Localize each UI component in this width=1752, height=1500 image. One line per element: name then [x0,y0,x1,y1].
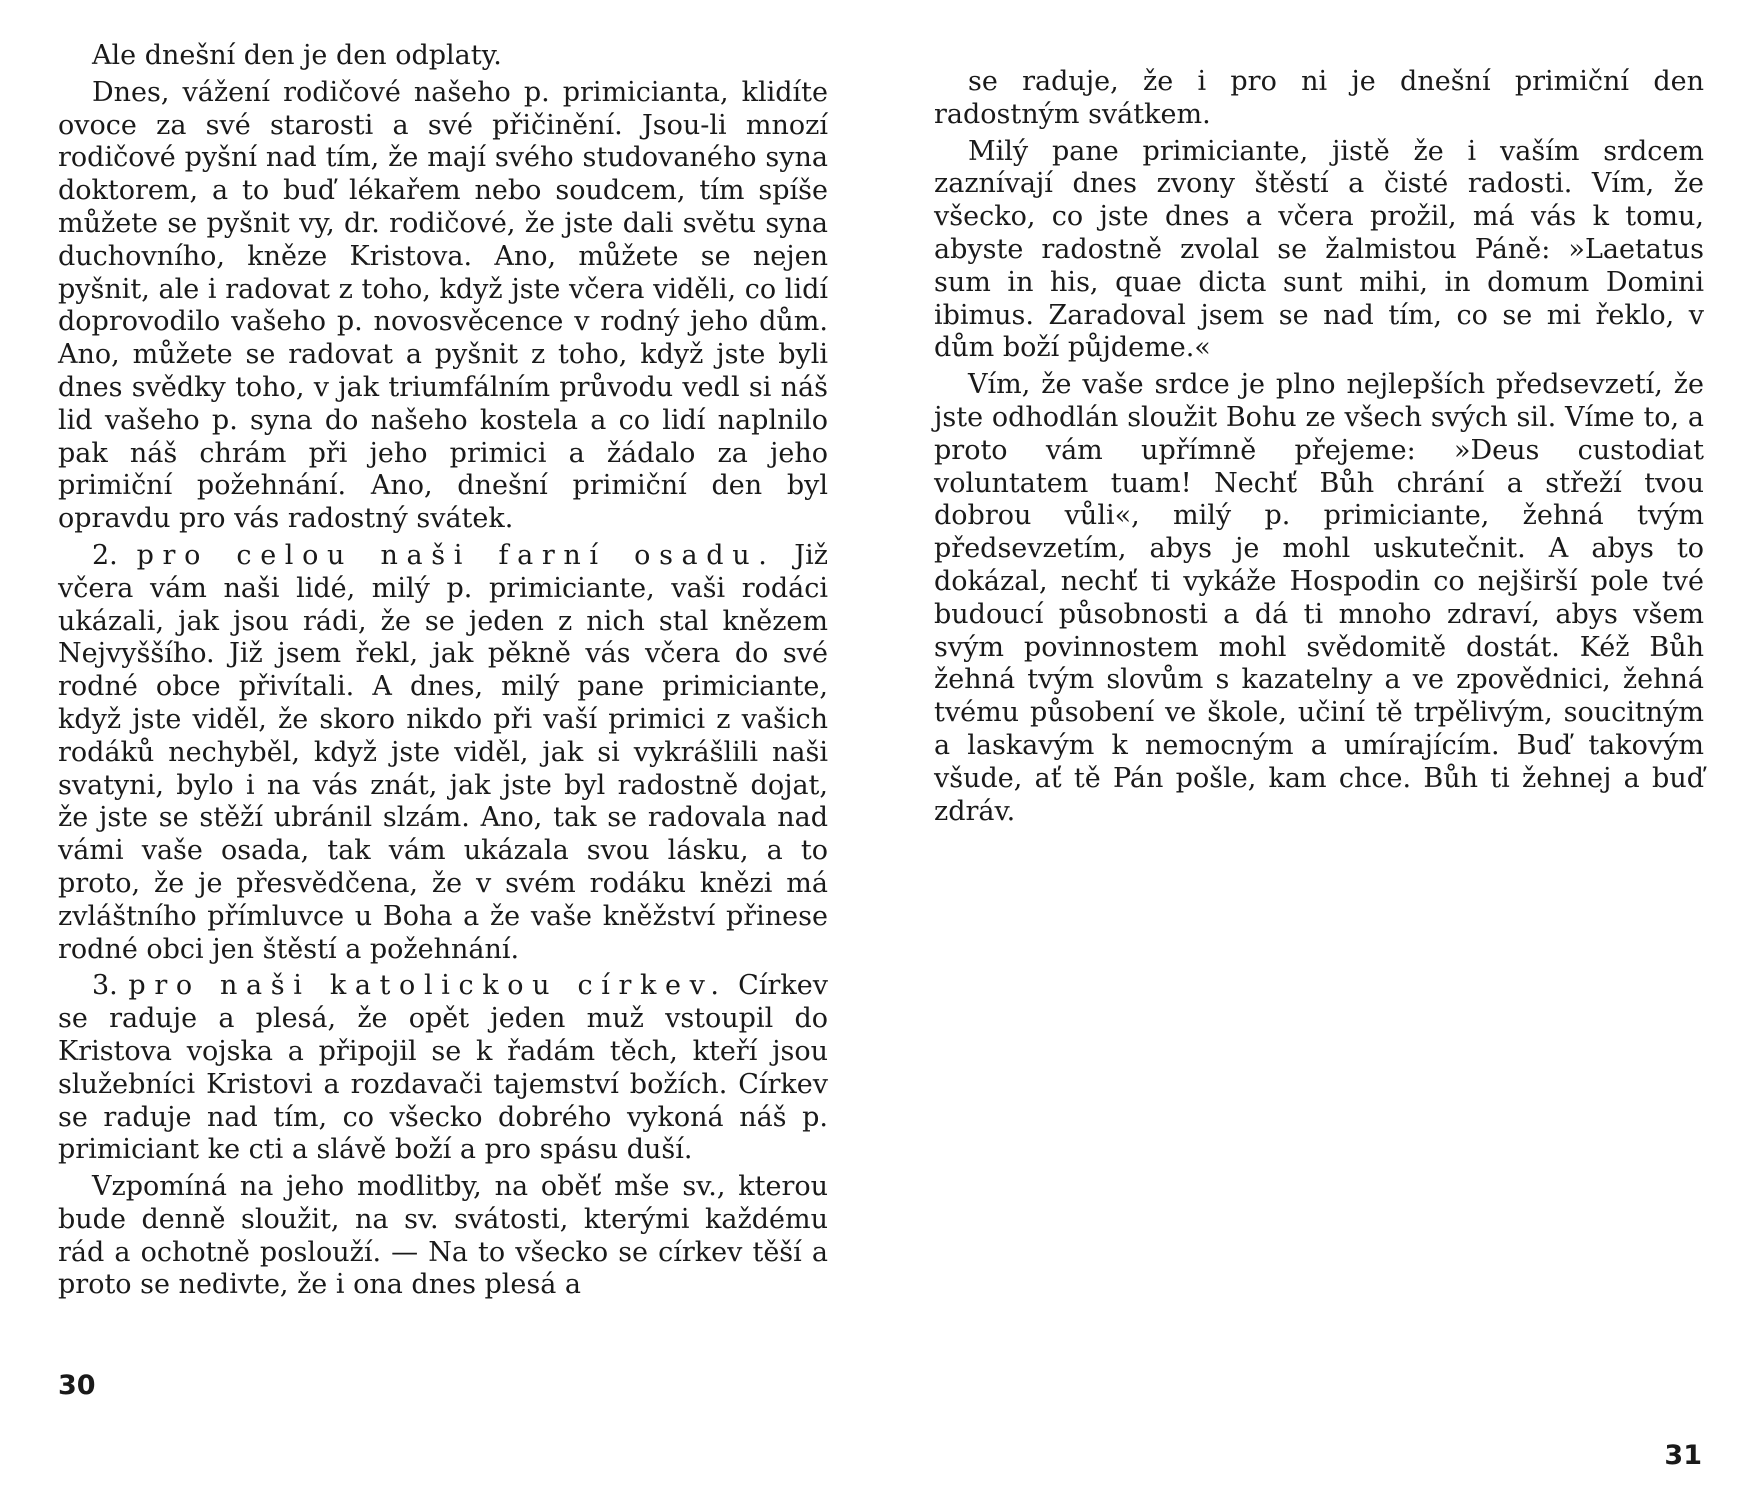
paragraph [58,540,828,966]
paragraph-text: Milý pane primiciante, jistě že i vaším srdcem zaznívají dnes zvony štěstí a čisté radosti. Vím, že všecko, co jste dnes a včera prožil, má vás k tomu, abyste radostně zvolal se žalmistou Páně: »Laetatus sum in his, quae dicta sunt mihi, in domum Domini ibimus. Zaradoval jsem se nad tím, co se mi řeklo, v dům boží půjdeme.« [934,135,1704,364]
paragraph-text: se raduje, že i pro ni je dnešní primiční den radostným svátkem. [934,66,1704,130]
paragraph-text: Vím, že vaše srdce je plno nejlepších předsevzetí, že jste odhodlán sloužit Bohu ze všech svých sil. Víme to, a proto vám upřímně přejeme: »Deus custodiat voluntatem tuam! Nechť Bůh chrání a střeží tvou dobrou vůli«, milý p. primiciante, žehná tvým předsevzetím, abys je mohl uskutečnit. A abys to dokázal, nechť ti vykáže Hospodin co nejširší pole tvé budoucí působnosti a dá ti mnoho zdraví, abys všem svým povinnostem mohl svědomitě dostát. Kéž Bůh žehná tvým slovům s kazatelny a ve zpovědnici, žehná tvému působení ve škole, učiní tě trpělivým, soucitným a laskavým k nemocným a umírajícím. Buď takovým všude, ať tě Pán pošle, kam chce. Bůh ti žehnej a buď zdráv. [934,369,1704,827]
paragraph-text: Vzpomíná na jeho modlitby, na oběť mše sv., kterou bude denně sloužit, na sv. svátosti, kterými každému rád a ochotně poslouží. — Na to všecko se církev těší a proto se nedivte, že i ona dnes plesá a [58,1171,828,1301]
paragraph-lead: 2. [92,539,137,571]
paragraph-text: Ale dnešní den je den odplaty. [92,40,502,71]
paragraph-lead: 3. [92,970,129,1002]
paragraph [58,970,828,1167]
left-text-column [58,40,828,1306]
paragraph-text: Dnes, vážení rodičové našeho p. primicianta, klidíte ovoce za své starosti a své přičinění. Jsou-li mnozí rodičové pyšní nad tím, že mají svého studovaného syna doktorem, a to buď lékařem nebo soudcem, tím spíše můžete se pyšnit vy, dr. rodičové, že jste dali světu syna duchovního, kněze Kristova. Ano, můžete se nejen pyšnit, ale i radovat z toho, když jste včera viděli, co lidí doprovodilo vašeho p. novosvěcence v rodný jeho dům. Ano, můžete se radovat a pyšnit z toho, když jste byli dnes svědky toho, v jak triumfálním průvodu vedl si náš lid vašeho p. syna do našeho kostela a co lidí naplnilo pak náš chrám při jeho primici a žádalo za jeho primiční požehnání. Ano, dnešní primiční den byl opravdu pro vás radostný svátek. [58,76,828,535]
page-number: 30 [58,1370,96,1401]
paragraph [934,136,1704,366]
right-text-column [934,66,1704,832]
paragraph [58,77,828,536]
spaced-heading: pro naši katolickou církev. [128,970,728,1002]
paragraph [934,66,1704,132]
paragraph [58,40,828,73]
spaced-heading: pro celou naši farní osadu. [136,539,776,571]
paragraph-text: Již včera vám naši lidé, milý p. primiciante, vaši rodáci ukázali, jak jsou rádi, že se jeden z nich stal knězem Nejvyššího. Již jsem řekl, jak pěkně vás včera do své rodné obce přivítali. A dnes, milý pane primiciante, když jste viděl, že skoro nikdo při vaší primici z vašich rodáků nechyběl, když jste viděl, jak si vykrášlili naši svatyni, bylo i na vás znát, jak jste byl radostně dojat, že jste se stěží ubránil slzám. Ano, tak se radovala nad vámi vaše osada, tak vám ukázala svou lásku, a to proto, že je přesvědčena, že v svém rodáku knězi má zvláštního přímluvce u Boha a že vaše kněžství přinese rodné obci jen štěstí a požehnání. [58,539,828,965]
right-page [876,0,1752,1500]
paragraph-text: Církev se raduje a plesá, že opět jeden muž vstoupil do Kristova vojska a připojil se k řadám těch, kteří jsou služebníci Kristovi a rozdavači tajemství božích. Církev se raduje nad tím, co všecko dobrého vykoná náš p. primiciant ke cti a slávě boží a pro spásu duší. [58,970,828,1166]
paragraph [934,369,1704,828]
paragraph [58,1171,828,1302]
page-number: 31 [1664,1440,1702,1471]
